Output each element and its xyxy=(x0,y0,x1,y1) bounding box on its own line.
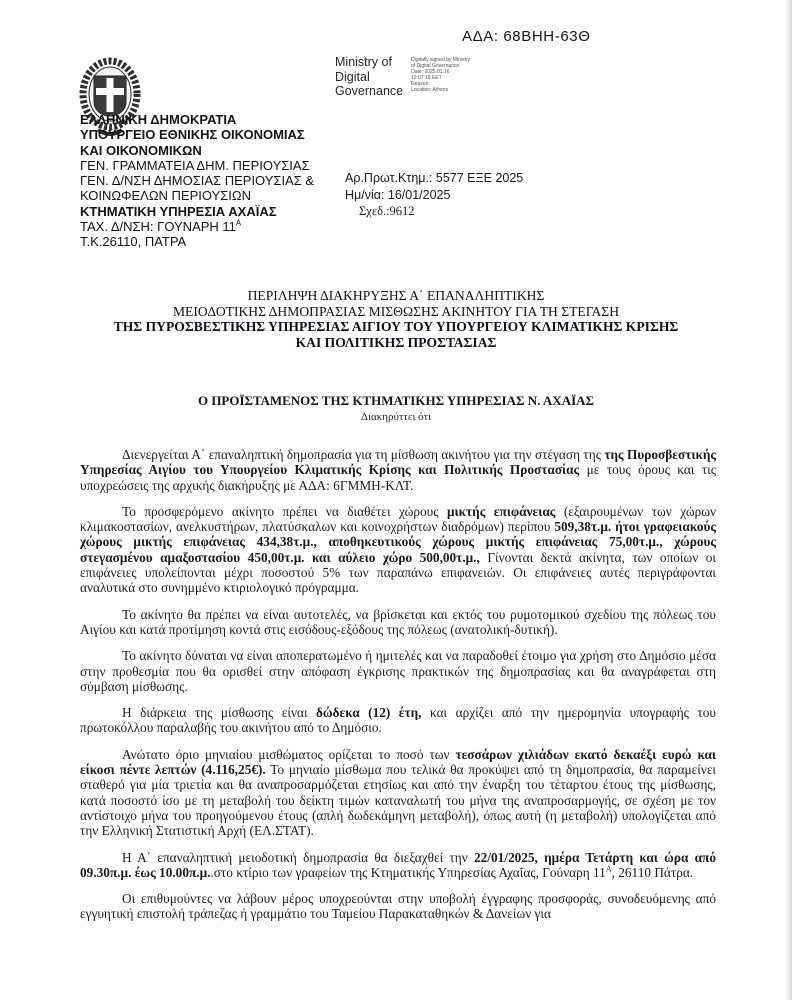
protocol-date: Ημ/νία: 16/01/2025 xyxy=(345,187,451,202)
agency-line: ΕΛΛΗΝΙΚΗ ΔΗΜΟΚΡΑΤΙΑ xyxy=(80,112,237,127)
signature-detail-line: Reason: xyxy=(411,81,430,87)
agency-line-address: ΤΑΧ. Δ/ΝΣΗ: ΓΟΥΝΑΡΗ $11^A$ xyxy=(80,218,242,235)
title-line: ΜΕΙΟΔΟΤΙΚΗΣ ΔΗΜΟΠΡΑΣΙΑΣ ΜΙΣΘΩΣΗΣ ΑΚΙΝΗΤΟΥ ΓΙΑ ΤΗ ΣΤΕΓΑΣΗ xyxy=(172,303,620,319)
signature-detail-line: Date: 2025.01.16 xyxy=(411,69,450,75)
document-title xyxy=(40,288,752,350)
agency-line-postcode: Τ.Κ.26110, ΠΑΤΡΑ xyxy=(80,234,187,250)
agency-header xyxy=(80,112,314,250)
paragraph: Το ακίνητο δύναται να είναι αποπερατωμένο ή ημιτελές και να παραδοθεί έτοιμο για χρήση στο Δημόσιο μέσα στην προθεσμία που θα ορισθεί στην απόφαση έγκρισης πρακτικών της δημοπρασίας και θα αναγράφεται στη σύμβαση μίσθωσης. xyxy=(80,648,716,694)
agency-line: ΚΟΙΝΩΦΕΛΩΝ ΠΕΡΙΟΥΣΙΩΝ xyxy=(80,188,252,204)
paragraph: Το ακίνητο θα πρέπει να είναι αυτοτελές, να βρίσκεται και εκτός του ρυμοτομικού σχεδίου της πόλεως του Αιγίου και κατά προτίμηση κοντά στις εισόδους-εξόδους της πόλεως (ανατολική-δυτική). xyxy=(80,606,716,637)
subject-heading: Ο ΠΡΟΪΣΤΑΜΕΝΟΣ ΤΗΣ ΚΤΗΜΑΤΙΚΗΣ ΥΠΗΡΕΣΙΑΣ Ν. ΑΧΑΪΑΣ xyxy=(197,393,595,408)
agency-line: ΚΤΗΜΑΤΙΚΗ ΥΠΗΡΕΣΙΑ ΑΧΑΪΑΣ xyxy=(80,203,277,219)
paragraph: Οι επιθυμούντες να λάβουν μέρος υποχρεούνται στην υποβολή έγγραφης προσφοράς, συνοδευόμενης από εγγυητική επιστολή τράπεζας ή γραμμάτιο του Ταμείου Παρακαταθηκών & Δανείων για xyxy=(80,891,716,922)
paragraph: Το προσφερόμενο ακίνητο πρέπει να διαθέτει χώρους μικτής επιφάνειας (εξαιρουμένων των χώρων κλιμακοστασίων, ανελκυστήρων, πλατύσκαλων και κοινοχρήστων διαδρόμων) περίπου 509,38τ.μ. ήτοι γραφειακούς χώρους μικτής επιφάνειας 434,38τ.μ., αποθηκευτικούς χώρους μικτής επιφάνειας 75,00τ.μ., χώρους στεγασμένου αμαξοστασίου 450,00τ.μ. και αύλειο χώρο 500,00τ.μ., Γίνονται δεκτά ακίνητα, των οποίων οι επιφάνειες υπολείπονται μέχρι ποσοστού 5% των παραπάνω επιφανειών. Οι επιφάνειες αυτές περιγράφονται αναλυτικά στο συνημμένο κτιριολογικό πρόγραμμα. xyxy=(80,503,717,596)
agency-line: ΚΑΙ ΟΙΚΟΝΟΜΙΚΩΝ xyxy=(80,142,202,158)
title-line: ΠΕΡΙΛΗΨΗ ΔΙΑΚΗΡΥΞΗΣ Α΄ ΕΠΑΝΑΛΗΠΤΙΚΗΣ xyxy=(247,288,545,303)
ministry-stamp-line: Governance xyxy=(335,84,404,98)
declaration-line: Διακηρύττει ότι xyxy=(360,411,432,423)
ministry-stamp-text xyxy=(335,55,403,99)
ministry-stamp-line: Ministry of xyxy=(335,55,392,69)
signature-detail-line: Location: Athens xyxy=(411,87,449,93)
ada-code: ΑΔΑ: 68ΒΗΗ-63Θ xyxy=(462,28,591,45)
title-line: ΤΗΣ ΠΥΡΟΣΒΕΣΤΙΚΗΣ ΥΠΗΡΕΣΙΑΣ ΑΙΓΙΟΥ ΤΟΥ ΥΠΟΥΡΓΕΙΟΥ ΚΛΙΜΑΤΙΚΗΣ ΚΡΙΣΗΣ xyxy=(113,319,679,335)
scan-edge-artifact xyxy=(785,0,792,1000)
signature-detail-line: of Digital Governance xyxy=(411,63,460,69)
paragraph: Ανώτατο όριο μηνιαίου μισθώματος ορίζεται το ποσό των τεσσάρων χιλιάδων εκατό δεκαέξι ευρώ και είκοσι πέντε λεπτών (4.116,25€). Το μηνιαίο μίσθωμα που τελικά θα προκύψει από τη δημοπρασία, θα παραμείνει σταθερό για μία τριετία και θα αναπροσαρμόζεται ετησίως και από την έναρξη του τέταρτου έτους της μίσθωσης, κατά ποσοστό ίσο με τη μεταβολή του δείκτη τιμών καταναλωτή του μήνα της αναπροσαρμογής, σε σχέση με τον αντίστοιχο μήνα του προηγούμενου έτους (απλή δωδεκάμηνη μεταβολή), όπως αυτή (η μεταβολή) υπολογίζεται από την Ελληνική Στατιστική Αρχή (ΕΛ.ΣΤΑΤ). xyxy=(80,746,717,839)
signature-details xyxy=(411,55,470,99)
paragraph: Διενεργείται Α΄ επαναληπτική δημοπρασία για τη μίσθωση ακινήτου για την στέγαση της της Πυροσβεστικής Υπηρεσίας Αιγίου του Υπουργείου Κλιματικής Κρίσης και Πολιτικής Προστασίας με τους όρους και τις υποχρεώσεις της αρχικής διακήρυξης με ΑΔΑ: 6ΓΜΜΗ-ΚΛΤ. xyxy=(80,447,716,493)
title-line: ΚΑΙ ΠΟΛΙΤΙΚΗΣ ΠΡΟΣΤΑΣΙΑΣ xyxy=(295,334,497,350)
protocol-block xyxy=(345,170,523,220)
paragraph: Η Α΄ επαναληπτική μειοδοτική δημοπρασία θα διεξαχθεί την 22/01/2025, ημέρα Τετάρτη και ώρα από 09.30π.μ. έως 10.00π.μ..στο κτίριο των γραφείων της Κτηματικής Υπηρεσίας Αχαΐας, Γούναρη $11^A$, 26110 Πάτρα. xyxy=(80,849,716,880)
agency-line: ΓΕΝ. ΓΡΑΜΜΑΤΕΙΑ ΔΗΜ. ΠΕΡΙΟΥΣΙΑΣ xyxy=(80,157,310,173)
signature-detail-line: Digitally signed by Ministry xyxy=(411,57,471,63)
ministry-stamp-line: Digital xyxy=(335,69,370,84)
agency-line: ΥΠΟΥΡΓΕΙΟ ΕΘΝΙΚΗΣ ΟΙΚΟΝΟΜΙΑΣ xyxy=(80,127,305,143)
document-body xyxy=(80,447,716,922)
agency-line: ΓΕΝ. Δ/ΝΣΗ ΔΗΜΟΣΙΑΣ ΠΕΡΙΟΥΣΙΑΣ & xyxy=(80,173,315,189)
digital-signature-stamp xyxy=(335,55,470,99)
protocol-draft: Σχεδ.:9612 xyxy=(359,204,415,218)
protocol-number: Αρ.Πρωτ.Κτημ.: 5577 ΕΞΕ 2025 xyxy=(345,171,524,185)
signature-detail-line: 12:07:19 EET xyxy=(411,75,442,81)
paragraph: Η διάρκεια της μίσθωσης είναι δώδεκα (12) έτη, και αρχίζει από την ημερομηνία υπογραφής του πρωτοκόλλου παραλαβής του ακινήτου από το Δημόσιο. xyxy=(80,705,716,736)
